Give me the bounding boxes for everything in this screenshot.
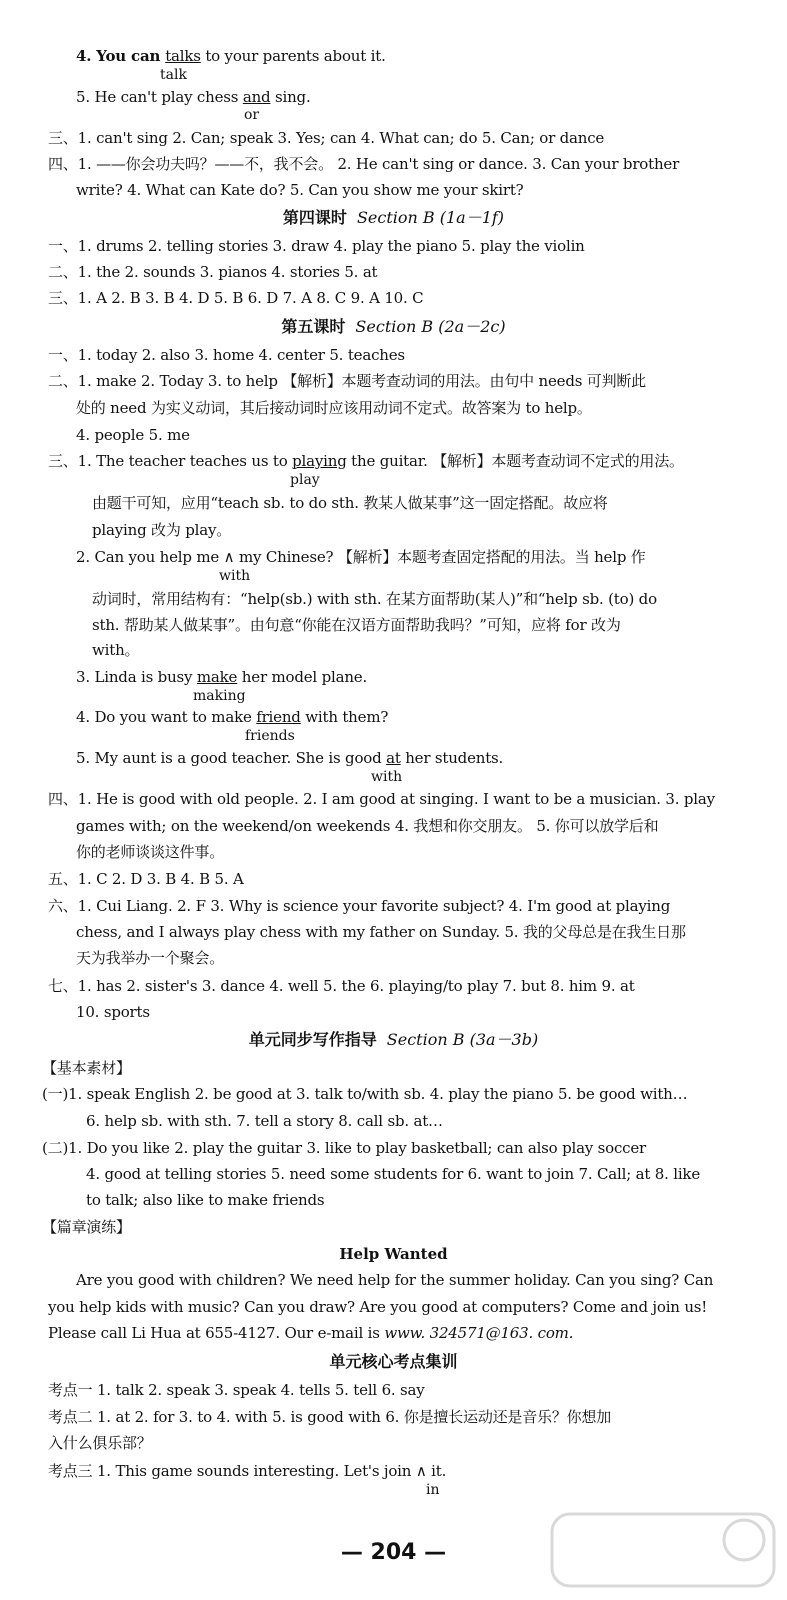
answer-line: 四、1. He is good with old people. 2. I am good at singing. I want to be a musician. 3. play [48, 790, 715, 808]
passage-line: you help kids with music? Can you draw? Are you good at computers? Come and join us! [48, 1298, 708, 1316]
answer-line: 一、1. drums 2. telling stories 3. draw 4. play the piano 5. play the violin [48, 237, 585, 255]
answer-line: 6. help sb. with sth. 7. tell a story 8. call sb. at… [86, 1112, 443, 1130]
correction-text: making [193, 688, 246, 704]
correction-text: with [219, 568, 251, 584]
answer-line: 4. You can talks to your parents about it. [76, 47, 386, 65]
watermark-graphic [548, 1510, 778, 1590]
correction-text: friends [245, 728, 295, 744]
answer-line: games with; on the weekend/on weekends 4. 我想和你交朋友。 5. 你可以放学后和 [76, 817, 659, 835]
answer-line: 考点三 1. This game sounds interesting. Let's join ∧ it. [48, 1462, 447, 1480]
section-heading: 第四课时 Section B (1a－1f) [282, 208, 505, 227]
answer-line: sth. 帮助某人做某事”。由句意“你能在汉语方面帮助我吗？”可知，应将 for 改为 [92, 616, 621, 634]
section-heading: 单元同步写作指导 Section B (3a－3b) [248, 1030, 539, 1049]
answer-line: 二、1. make 2. Today 3. to help 【解析】本题考查动词的用法。由句中 needs 可判断此 [48, 372, 646, 390]
correction-text: talk [160, 67, 187, 83]
answer-line: 5. He can't play chess and sing. [76, 88, 311, 106]
answer-line: 二、1. the 2. sounds 3. pianos 4. stories 5. at [48, 263, 378, 281]
watermark-logo [548, 1510, 778, 1590]
answer-line: 动词时，常用结构有：“help(sb.) with sth. 在某方面帮助(某人)”和“help sb. (to) do [92, 590, 657, 608]
answer-line: 10. sports [76, 1003, 150, 1021]
answer-line: 4. good at telling stories 5. need some students for 6. want to join 7. Call; at 8. like [86, 1165, 700, 1183]
answer-line: 4. Do you want to make friend with them? [76, 708, 389, 726]
passage-line: Are you good with children? We need help for the summer holiday. Can you sing? Can [76, 1271, 714, 1289]
correction-text: in [426, 1482, 440, 1498]
correction-text: play [290, 472, 320, 488]
answer-line: 处的 need 为实义动词，其后接动词时应该用动词不定式。故答案为 to help。 [76, 399, 592, 417]
answer-line: write? 4. What can Kate do? 5. Can you show me your skirt? [76, 181, 524, 199]
answer-line: 天为我举办一个聚会。 [76, 949, 225, 967]
answer-line: 七、1. has 2. sister's 3. dance 4. well 5. the 6. playing/to play 7. but 8. him 9. at [48, 977, 635, 995]
passage-title: Help Wanted [339, 1245, 448, 1263]
answer-line: 4. people 5. me [76, 426, 190, 444]
answer-line: 你的老师谈谈这件事。 [76, 843, 225, 861]
answer-line: 考点二 1. at 2. for 3. to 4. with 5. is good with 6. 你是擅长运动还是音乐？你想加 [48, 1408, 612, 1426]
answer-line: 3. Linda is busy make her model plane. [76, 668, 368, 686]
answer-line: 【篇章演练】 [42, 1218, 131, 1236]
answer-line: 2. Can you help me ∧ my Chinese? 【解析】本题考查固定搭配的用法。当 help 作 [76, 548, 646, 566]
answer-line: 三、1. A 2. B 3. B 4. D 5. B 6. D 7. A 8. C 9. A 10. C [48, 289, 424, 307]
answer-line: (二)1. Do you like 2. play the guitar 3. like to play basketball; can also play soccer [42, 1139, 647, 1157]
answer-line: with。 [92, 641, 140, 659]
answer-line: 三、1. can't sing 2. Can; speak 3. Yes; can 4. What can; do 5. Can; or dance [48, 129, 605, 147]
answer-line: (一)1. speak English 2. be good at 3. talk to/with sb. 4. play the piano 5. be good with… [42, 1085, 688, 1103]
section-heading: 第五课时 Section B (2a－2c) [281, 317, 506, 336]
section-heading: 单元核心考点集训 [329, 1352, 458, 1371]
answer-line: 一、1. today 2. also 3. home 4. center 5. teaches [48, 346, 405, 364]
answer-line: 三、1. The teacher teaches us to playing the guitar. 【解析】本题考查动词不定式的用法。 [48, 452, 684, 470]
answer-line: to talk; also like to make friends [86, 1191, 325, 1209]
answer-line: 五、1. C 2. D 3. B 4. B 5. A [48, 870, 244, 888]
correction-text: with [371, 769, 403, 785]
answer-line: chess, and I always play chess with my father on Sunday. 5. 我的父母总是在我生日那 [76, 923, 686, 941]
passage-line: Please call Li Hua at 655-4127. Our e-mail is www. 324571@163. com. [48, 1324, 574, 1342]
answer-line: 5. My aunt is a good teacher. She is good at her students. [76, 749, 504, 767]
answer-line: 六、1. Cui Liang. 2. F 3. Why is science your favorite subject? 4. I'm good at playing [48, 897, 671, 915]
answer-line: 考点一 1. talk 2. speak 3. speak 4. tells 5. tell 6. say [48, 1381, 425, 1399]
answer-line: 四、1. ——你会功夫吗？——不，我不会。 2. He can't sing or dance. 3. Can your brother [48, 155, 680, 173]
answer-line: playing 改为 play。 [92, 521, 232, 539]
answer-line: 由题干可知，应用“teach sb. to do sth. 教某人做某事”这一固定搭配。故应将 [92, 494, 608, 512]
answer-line: 入什么俱乐部？ [48, 1434, 152, 1452]
answer-line: 【基本素材】 [42, 1059, 131, 1077]
correction-text: or [244, 107, 260, 123]
page-number: — 204 — [340, 1540, 447, 1565]
